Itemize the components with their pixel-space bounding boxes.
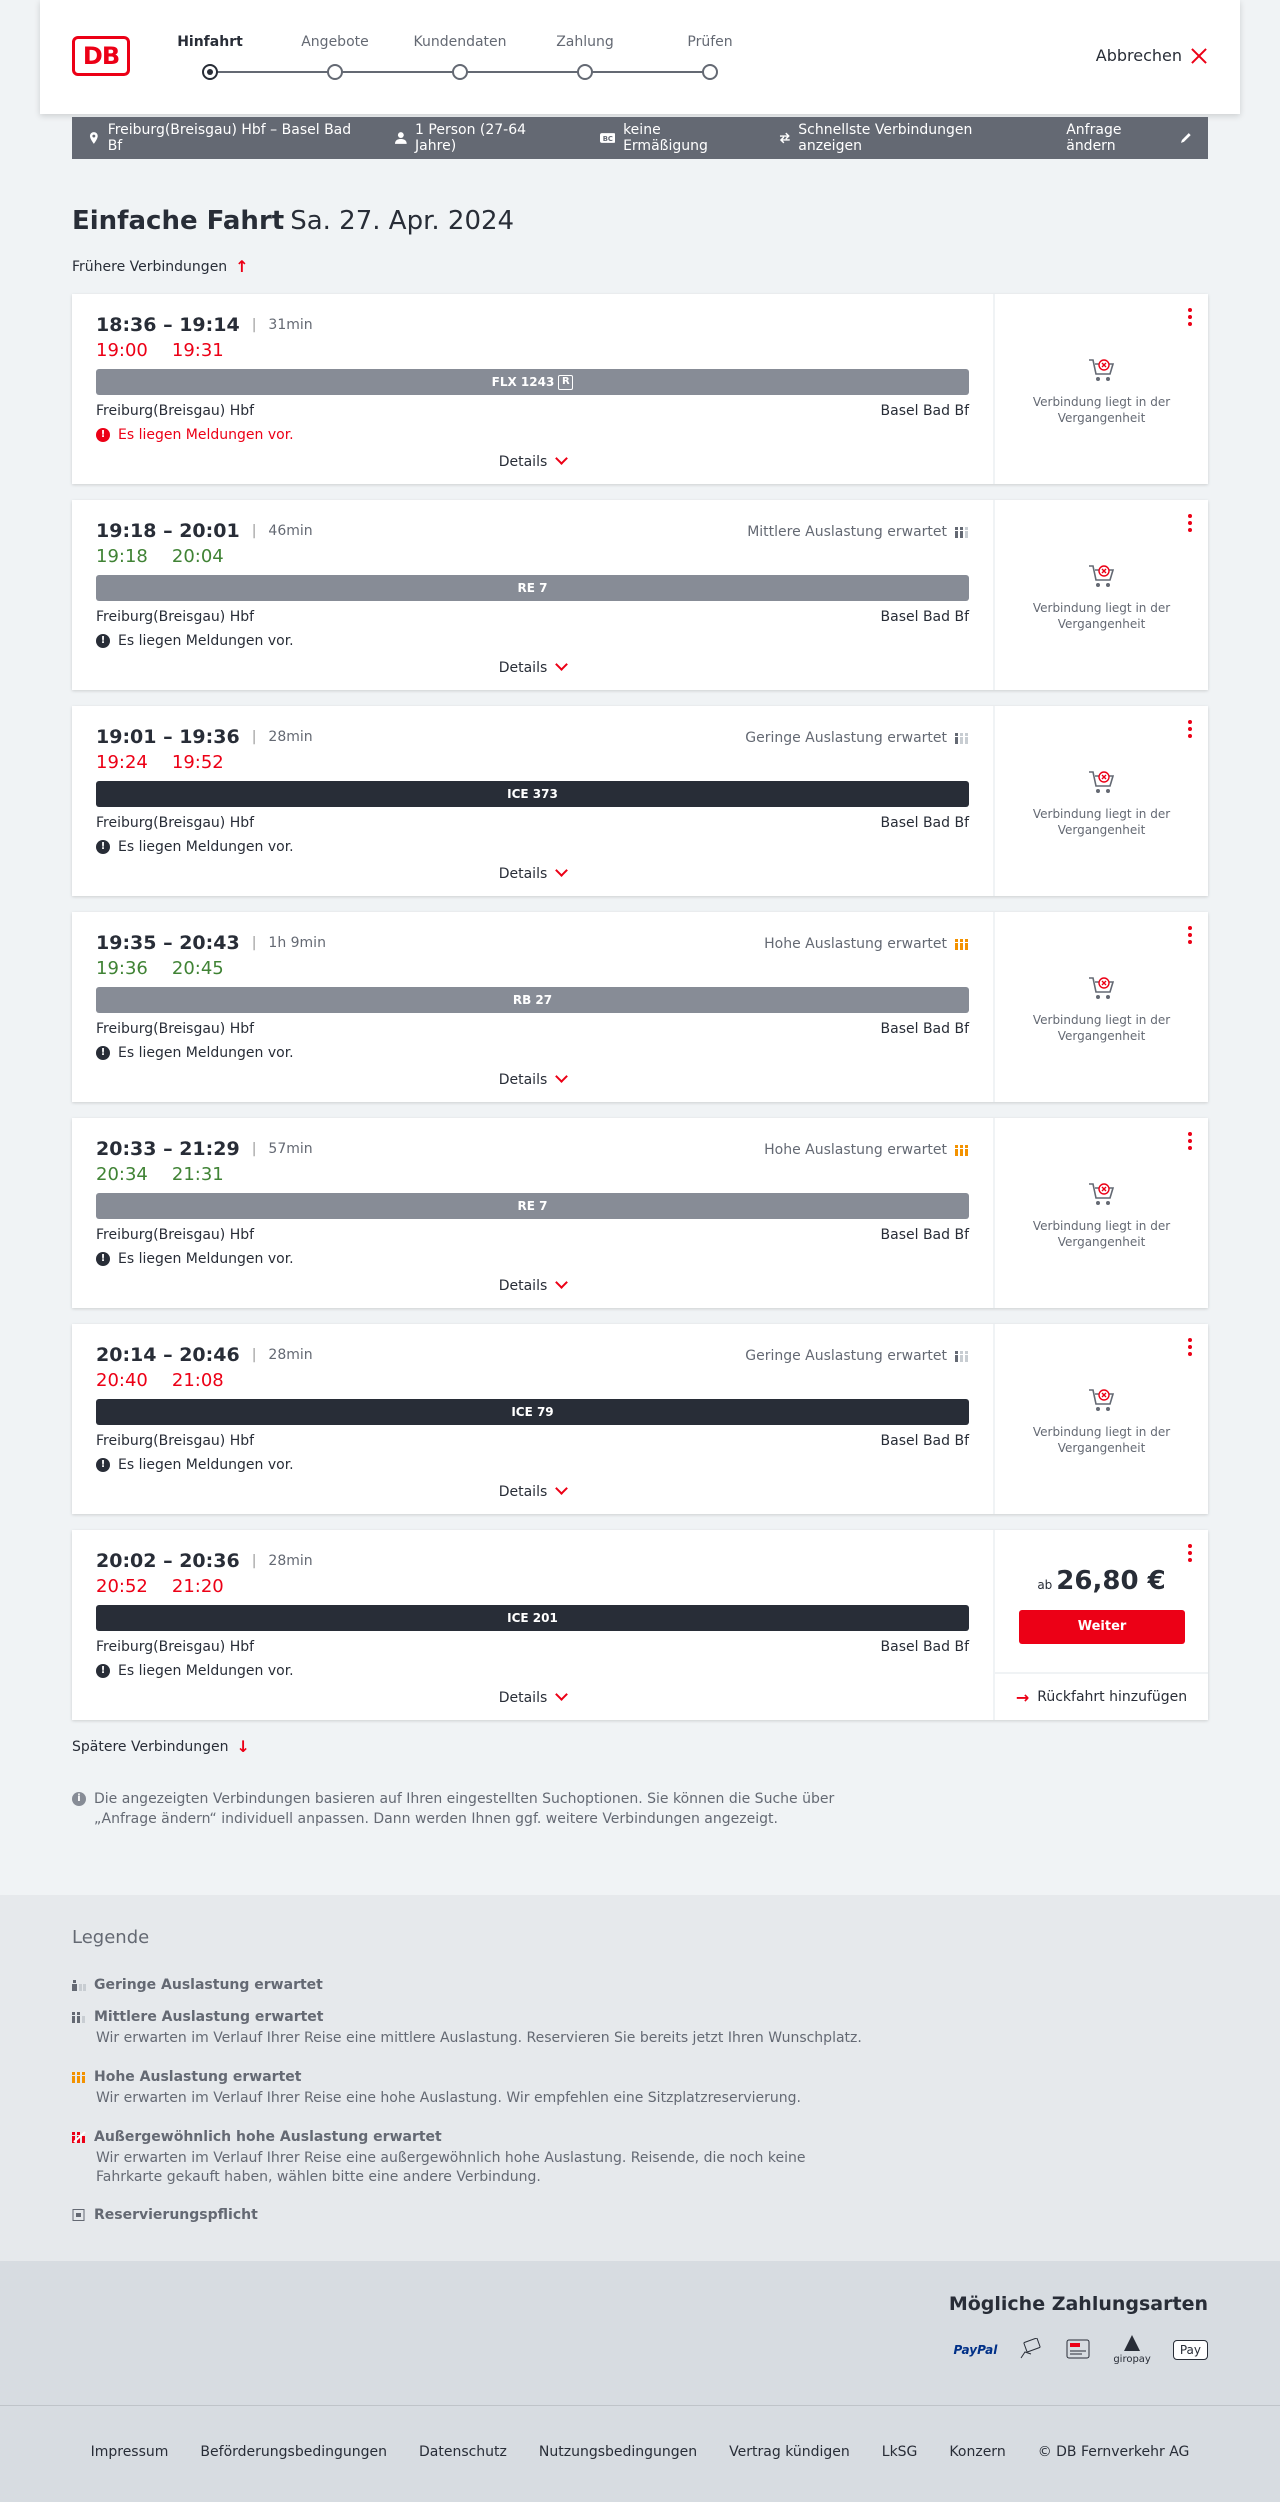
message-notice: ! Es liegen Meldungen vor.	[96, 1251, 969, 1267]
load-low-icon	[955, 1350, 969, 1362]
search-discount: BC keine Ermäßigung	[600, 122, 747, 154]
credit-card-hand-icon	[1019, 2338, 1043, 2363]
progress-steps	[177, 34, 750, 94]
cart-unavailable-icon	[1087, 1180, 1117, 1208]
legend-item-high: Hohe Auslastung erwartet Wir erwarten im Verlauf Ihrer Reise eine hohe Auslastung. Wir empfehlen eine Sitzplatzreservierung.	[72, 2069, 801, 2108]
train-bar[interactable]	[96, 1193, 969, 1219]
duration: 28min	[268, 1347, 313, 1363]
separator: |	[251, 317, 257, 333]
load-high-icon	[955, 1144, 969, 1156]
footer-link-lksg[interactable]: LkSG	[881, 2444, 918, 2460]
arrival-station: Basel Bad Bf	[880, 1021, 969, 1037]
step-dot-active	[202, 64, 218, 80]
arrival-station: Basel Bad Bf	[880, 403, 969, 419]
header	[40, 0, 1240, 114]
svg-text:BC: BC	[602, 134, 613, 143]
past-connection-notice: Verbindung liegt in der Vergangenheit	[995, 1180, 1208, 1250]
reservation-required-icon: R	[558, 375, 573, 390]
load-indicator: Hohe Auslastung erwartet	[764, 1142, 969, 1158]
info-note: i Die angezeigten Verbindungen basieren auf Ihren eingestellten Suchoptionen. Sie können die Suche über „Anfrage ändern“ individuell anpassen. Dann werden Ihnen ggf. weitere Verbindungen angezeigt.	[72, 1789, 852, 1829]
realtime-times	[96, 1370, 969, 1391]
warning-icon: !	[96, 1046, 110, 1060]
payment-section	[0, 2261, 1280, 2405]
message-notice: ! Es liegen Meldungen vor.	[96, 1457, 969, 1473]
person-icon	[395, 132, 407, 144]
connection-card[interactable]	[72, 294, 1208, 484]
realtime-times	[96, 1576, 969, 1597]
past-connection-notice: Verbindung liegt in der Vergangenheit	[995, 974, 1208, 1044]
cancel-label: Abbrechen	[1095, 46, 1182, 65]
footer-copyright: © DB Fernverkehr AG	[1037, 2444, 1190, 2460]
arrival-station: Basel Bad Bf	[880, 1227, 969, 1243]
details-toggle[interactable]: Details	[72, 1278, 993, 1294]
stations	[96, 609, 969, 625]
load-low-icon	[72, 1979, 86, 1991]
cart-unavailable-icon	[1087, 356, 1117, 384]
realtime-departure: 20:52	[96, 1576, 148, 1597]
realtime-departure: 20:40	[96, 1370, 148, 1391]
swap-arrows-icon	[779, 132, 791, 144]
connection-times: 20:14 – 20:46 | 28min	[96, 1344, 313, 1366]
payment-title: Mögliche Zahlungsarten	[948, 2293, 1208, 2315]
step-dot	[702, 64, 718, 80]
chevron-down-icon	[555, 864, 568, 877]
load-high-icon	[72, 2071, 86, 2083]
separator: |	[251, 1347, 257, 1363]
load-indicator: Mittlere Auslastung erwartet	[747, 524, 969, 540]
details-toggle[interactable]: Details	[72, 660, 993, 676]
cart-unavailable-icon	[1087, 768, 1117, 796]
past-connection-notice: Verbindung liegt in der Vergangenheit	[995, 356, 1208, 426]
footer-link-impressum[interactable]: Impressum	[90, 2444, 169, 2460]
offer-panel	[993, 912, 1208, 1102]
paypal-icon: PayPal	[953, 2343, 998, 2357]
step-hinfahrt: Hinfahrt	[177, 34, 243, 50]
warning-icon: !	[96, 1252, 110, 1266]
legend-title: Legende	[72, 1927, 150, 1948]
cart-unavailable-icon	[1087, 1386, 1117, 1414]
load-high-icon	[955, 938, 969, 950]
bahncard-icon	[600, 132, 616, 144]
message-notice: ! Es liegen Meldungen vor.	[96, 1045, 969, 1061]
duration: 28min	[268, 729, 313, 745]
separator: |	[251, 523, 257, 539]
train-name: ICE 201	[507, 1611, 558, 1625]
footer-link-vertrag-kuendigen[interactable]: Vertrag kündigen	[729, 2444, 850, 2460]
train-bar[interactable]	[96, 781, 969, 807]
connection-card[interactable]	[72, 912, 1208, 1102]
duration: 46min	[268, 523, 313, 539]
step-pruefen: Prüfen	[687, 34, 733, 50]
realtime-arrival: 20:45	[171, 958, 224, 979]
more-options-icon[interactable]	[1188, 1338, 1192, 1356]
realtime-departure: 20:34	[96, 1164, 148, 1185]
duration: 28min	[268, 1553, 313, 1569]
departure-station: Freiburg(Breisgau) Hbf	[96, 609, 255, 625]
legend-item-low: Geringe Auslastung erwartet	[72, 1977, 323, 1993]
footer	[0, 2405, 1280, 2502]
separator: |	[251, 1553, 257, 1569]
price: ab 26,80 €	[1037, 1566, 1166, 1596]
pencil-icon	[1180, 132, 1192, 144]
connection-card[interactable]	[72, 1118, 1208, 1308]
reservation-icon	[72, 2209, 86, 2221]
sepa-invoice-icon	[1065, 2338, 1091, 2363]
departure-station: Freiburg(Breisgau) Hbf	[96, 1021, 255, 1037]
legend-item-medium: Mittlere Auslastung erwartet Wir erwarten im Verlauf Ihrer Reise eine mittlere Auslastung. Reservieren Sie bereits jetzt Ihren Wunschplatz.	[72, 2009, 862, 2048]
info-icon: i	[72, 1792, 86, 1806]
close-icon	[1190, 47, 1208, 65]
more-options-icon[interactable]	[1188, 1544, 1192, 1562]
departure-station: Freiburg(Breisgau) Hbf	[96, 1227, 255, 1243]
realtime-arrival: 19:52	[171, 752, 224, 773]
chevron-down-icon	[555, 452, 568, 465]
page-title	[72, 206, 514, 236]
past-connection-notice: Verbindung liegt in der Vergangenheit	[995, 768, 1208, 838]
stations	[96, 1021, 969, 1037]
step-dot	[577, 64, 593, 80]
footer-link-befoerderungsbedingungen[interactable]: Beförderungsbedingungen	[200, 2444, 387, 2460]
legend-item-exceptional: Außergewöhnlich hohe Auslastung erwartet Wir erwarten im Verlauf Ihrer Reise eine außergewöhnlich hohe Auslastung. Reisende, die noch keine Fahrkarte gekauft haben, wählen bitte eine andere Verbindung.	[72, 2129, 832, 2187]
train-name: ICE 373	[507, 787, 558, 801]
details-toggle[interactable]: Details	[72, 454, 993, 470]
connection-times: 19:35 – 20:43 | 1h 9min	[96, 932, 326, 954]
train-name: FLX 1243	[491, 375, 555, 389]
connection-times: 20:02 – 20:36 | 28min	[96, 1550, 313, 1572]
offer-panel	[993, 706, 1208, 896]
train-name: ICE 79	[511, 1405, 554, 1419]
duration: 1h 9min	[268, 935, 326, 951]
load-medium-icon	[72, 2011, 86, 2023]
stations	[96, 1433, 969, 1449]
location-pin-icon	[88, 132, 100, 144]
warning-icon: !	[96, 428, 110, 442]
footer-link-datenschutz[interactable]: Datenschutz	[418, 2444, 507, 2460]
stations	[96, 815, 969, 831]
arrow-up-icon: ↑	[235, 257, 249, 276]
connection-times: 18:36 – 19:14 | 31min	[96, 314, 313, 336]
load-exceptional-icon	[72, 2131, 86, 2143]
message-notice: ! Es liegen Meldungen vor.	[96, 839, 969, 855]
offer-panel	[993, 294, 1208, 484]
separator: |	[251, 1141, 257, 1157]
stations	[96, 1227, 969, 1243]
duration: 57min	[268, 1141, 313, 1157]
continue-button[interactable]: Weiter	[1019, 1610, 1185, 1644]
edit-search-button[interactable]: Anfrage ändern	[1066, 122, 1192, 154]
train-name: RB 27	[512, 993, 553, 1007]
cart-unavailable-icon	[1087, 562, 1117, 590]
connection-times: 19:01 – 19:36 | 28min	[96, 726, 313, 748]
add-return-button[interactable]: → Rückfahrt hinzufügen	[995, 1672, 1208, 1720]
train-name: RE 7	[517, 1199, 548, 1213]
connection-card[interactable]	[72, 1530, 1208, 1720]
later-connections-link[interactable]: Spätere Verbindungen ↓	[72, 1737, 250, 1756]
arrival-station: Basel Bad Bf	[880, 1639, 969, 1655]
departure-station: Freiburg(Breisgau) Hbf	[96, 403, 255, 419]
footer-link-nutzungsbedingungen[interactable]: Nutzungsbedingungen	[538, 2444, 698, 2460]
chevron-down-icon	[555, 1482, 568, 1495]
realtime-times	[96, 752, 969, 773]
arrival-station: Basel Bad Bf	[880, 609, 969, 625]
footer-links	[0, 2444, 1280, 2460]
search-passengers: 1 Person (27-64 Jahre)	[395, 122, 567, 154]
train-bar[interactable]	[96, 987, 969, 1013]
earlier-connections-link[interactable]: Frühere Verbindungen ↑	[72, 257, 249, 276]
more-options-icon[interactable]	[1188, 1132, 1192, 1150]
realtime-departure: 19:00	[96, 340, 148, 361]
train-bar[interactable]	[96, 369, 969, 395]
load-low-icon	[955, 732, 969, 744]
realtime-arrival: 21:20	[171, 1576, 224, 1597]
cancel-button[interactable]	[1096, 46, 1208, 65]
realtime-times	[96, 958, 969, 979]
separator: |	[251, 935, 257, 951]
arrow-down-icon: ↓	[236, 1737, 250, 1756]
payment-icons	[953, 2335, 1208, 2365]
offer-panel	[993, 500, 1208, 690]
realtime-departure: 19:18	[96, 546, 148, 567]
message-notice: ! Es liegen Meldungen vor.	[96, 633, 969, 649]
message-notice: ! Es liegen Meldungen vor.	[96, 1663, 969, 1679]
connection-card[interactable]	[72, 500, 1208, 690]
past-connection-notice: Verbindung liegt in der Vergangenheit	[995, 1386, 1208, 1456]
more-options-icon[interactable]	[1188, 720, 1192, 738]
load-indicator: Geringe Auslastung erwartet	[745, 730, 969, 746]
step-angebote: Angebote	[301, 34, 369, 50]
stations	[96, 1639, 969, 1655]
load-indicator: Hohe Auslastung erwartet	[764, 936, 969, 952]
departure-station: Freiburg(Breisgau) Hbf	[96, 1639, 255, 1655]
realtime-departure: 19:36	[96, 958, 148, 979]
connection-card[interactable]	[72, 1324, 1208, 1514]
chevron-down-icon	[555, 1276, 568, 1289]
offer-panel	[993, 1118, 1208, 1308]
arrival-station: Basel Bad Bf	[880, 815, 969, 831]
realtime-arrival: 19:31	[171, 340, 224, 361]
more-options-icon[interactable]	[1188, 514, 1192, 532]
details-toggle[interactable]: Details	[72, 866, 993, 882]
search-route: Freiburg(Breisgau) Hbf – Basel Bad Bf	[88, 122, 363, 154]
legend-section	[0, 1895, 1280, 2261]
step-kundendaten: Kundendaten	[413, 34, 507, 50]
more-options-icon[interactable]	[1188, 926, 1192, 944]
chevron-down-icon	[555, 1688, 568, 1701]
past-connection-notice: Verbindung liegt in der Vergangenheit	[995, 562, 1208, 632]
connection-times: 20:33 – 21:29 | 57min	[96, 1138, 313, 1160]
giropay-icon: giropay	[1113, 2335, 1151, 2365]
step-dot	[327, 64, 343, 80]
train-name: RE 7	[517, 581, 548, 595]
warning-icon: !	[96, 634, 110, 648]
chevron-down-icon	[555, 1070, 568, 1083]
footer-link-konzern[interactable]: Konzern	[949, 2444, 1006, 2460]
warning-icon: !	[96, 840, 110, 854]
warning-icon: !	[96, 1664, 110, 1678]
cart-unavailable-icon	[1087, 974, 1117, 1002]
message-notice: ! Es liegen Meldungen vor.	[96, 427, 969, 443]
trip-date: Sa. 27. Apr. 2024	[290, 206, 515, 236]
duration: 31min	[268, 317, 313, 333]
step-zahlung: Zahlung	[556, 34, 614, 50]
connection-card[interactable]	[72, 706, 1208, 896]
db-logo[interactable]: DB	[72, 36, 130, 76]
offer-panel	[993, 1324, 1208, 1514]
realtime-times	[96, 546, 969, 567]
warning-icon: !	[96, 1458, 110, 1472]
offer-panel	[993, 1530, 1208, 1720]
departure-station: Freiburg(Breisgau) Hbf	[96, 815, 255, 831]
details-toggle[interactable]: Details	[72, 1690, 993, 1706]
chevron-down-icon	[555, 658, 568, 671]
arrow-right-icon: →	[1015, 1687, 1030, 1707]
realtime-arrival: 20:04	[171, 546, 224, 567]
apple-pay-icon: Pay	[1173, 2340, 1208, 2360]
train-bar[interactable]	[96, 1605, 969, 1631]
legend-item-reservation: Reservierungspflicht	[72, 2207, 258, 2223]
connection-times: 19:18 – 20:01 | 46min	[96, 520, 313, 542]
train-bar[interactable]	[96, 575, 969, 601]
realtime-times	[96, 1164, 969, 1185]
details-toggle[interactable]: Details	[72, 1484, 993, 1500]
details-toggle[interactable]: Details	[72, 1072, 993, 1088]
stations	[96, 403, 969, 419]
separator: |	[251, 729, 257, 745]
trip-type: Einfache Fahrt	[72, 206, 285, 236]
more-options-icon[interactable]	[1188, 308, 1192, 326]
departure-station: Freiburg(Breisgau) Hbf	[96, 1433, 255, 1449]
step-dot	[452, 64, 468, 80]
search-option: Schnellste Verbindungen anzeigen	[779, 122, 1035, 154]
realtime-arrival: 21:31	[171, 1164, 224, 1185]
load-indicator: Geringe Auslastung erwartet	[745, 1348, 969, 1364]
realtime-times	[96, 340, 969, 361]
train-bar[interactable]	[96, 1399, 969, 1425]
search-summary-bar	[72, 117, 1208, 159]
realtime-departure: 19:24	[96, 752, 148, 773]
load-medium-icon	[955, 526, 969, 538]
realtime-arrival: 21:08	[171, 1370, 224, 1391]
arrival-station: Basel Bad Bf	[880, 1433, 969, 1449]
